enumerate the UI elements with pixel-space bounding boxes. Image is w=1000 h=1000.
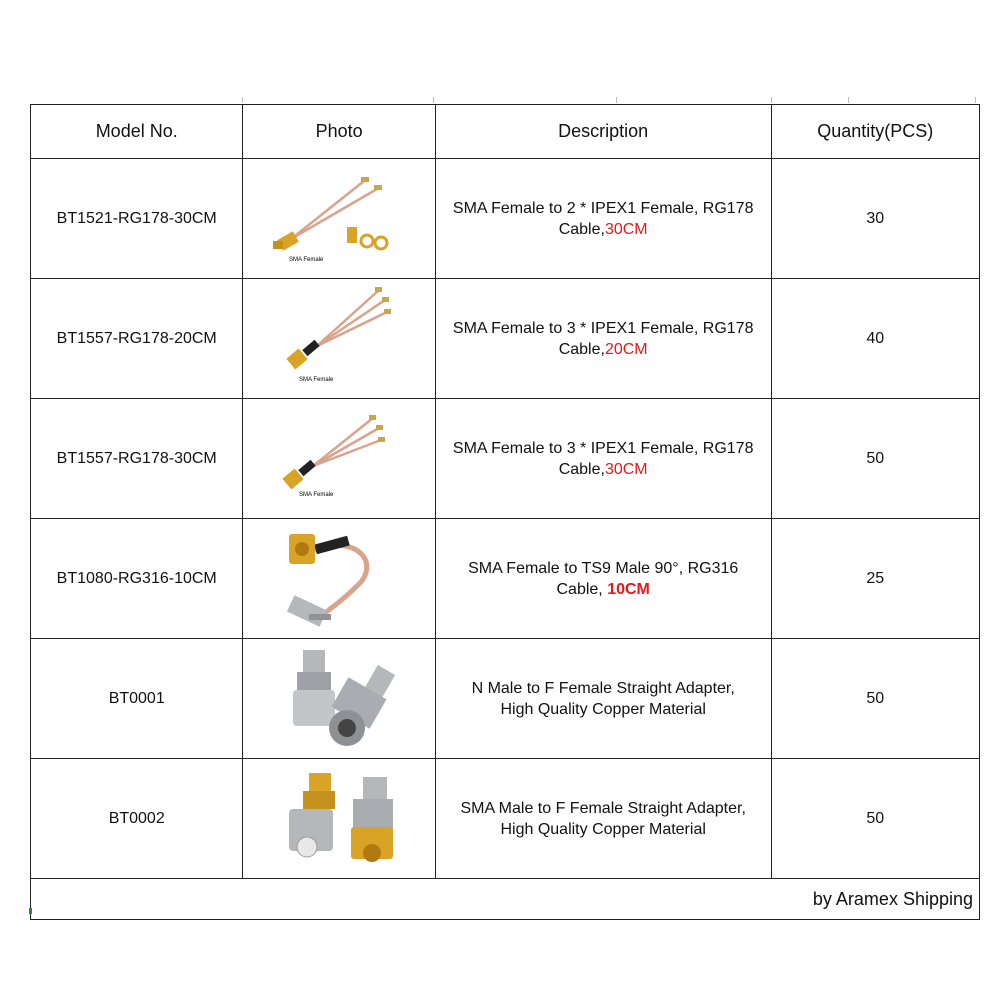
table-row <box>31 639 980 759</box>
description-cell <box>435 759 771 879</box>
sma-female-to-3-ipex1-cable-photo <box>269 406 409 511</box>
description-text: SMA Female to 2 * IPEX1 Female, RG178 Cable, <box>452 199 754 238</box>
description-text: SMA Female to TS9 Male 90°, RG316 Cable, <box>468 559 739 598</box>
quantity-cell: 50 <box>771 639 979 759</box>
header-row <box>31 105 980 159</box>
cable-length: 30CM <box>604 220 648 238</box>
description-line-2: High Quality Copper Material <box>500 700 706 718</box>
header-model: Model No. <box>31 105 243 159</box>
header-quantity: Quantity(PCS) <box>771 105 979 159</box>
header-description: Description <box>435 105 771 159</box>
footer-row <box>31 879 980 920</box>
quantity-cell: 40 <box>771 279 979 399</box>
photo-caption: SMA Female <box>299 377 334 383</box>
cable-length: 30CM <box>604 460 648 478</box>
product-table-sheet <box>30 104 980 920</box>
photo-cell <box>243 279 435 399</box>
table-row <box>31 279 980 399</box>
description-cell <box>435 519 771 639</box>
table-row <box>31 519 980 639</box>
model-cell: BT1557-RG178-30CM <box>31 399 243 519</box>
description-cell <box>435 399 771 519</box>
header-photo: Photo <box>243 105 435 159</box>
photo-cell <box>243 159 435 279</box>
cable-length: 10CM <box>607 580 650 598</box>
photo-caption: SMA Female <box>289 256 324 263</box>
photo-cell <box>243 639 435 759</box>
product-table <box>30 104 980 920</box>
cell-marker <box>29 908 32 914</box>
model-cell: BT1557-RG178-20CM <box>31 279 243 399</box>
model-cell: BT0001 <box>31 639 243 759</box>
shipping-note: by Aramex Shipping <box>31 879 980 920</box>
description-cell <box>435 159 771 279</box>
description-line-1: SMA Male to F Female Straight Adapter, <box>460 799 746 817</box>
sma-female-to-ts9-cable-photo <box>269 524 409 634</box>
description-line-1: N Male to F Female Straight Adapter, <box>471 679 735 697</box>
description-line-2: High Quality Copper Material <box>500 820 706 838</box>
photo-caption: SMA Female <box>299 492 334 498</box>
description-text: SMA Female to 3 * IPEX1 Female, RG178 Cable, <box>452 319 754 358</box>
model-cell: BT0002 <box>31 759 243 879</box>
photo-cell <box>243 519 435 639</box>
table-row <box>31 399 980 519</box>
table-row <box>31 159 980 279</box>
cable-length: 20CM <box>604 340 648 358</box>
model-cell: BT1521-RG178-30CM <box>31 159 243 279</box>
photo-cell <box>243 399 435 519</box>
description-cell <box>435 279 771 399</box>
model-cell: BT1080-RG316-10CM <box>31 519 243 639</box>
table-row <box>31 759 980 879</box>
n-male-to-f-female-adapter-photo <box>269 646 409 751</box>
photo-cell <box>243 759 435 879</box>
sma-female-to-2-ipex1-cable-photo <box>269 169 409 269</box>
quantity-cell: 50 <box>771 399 979 519</box>
sma-female-to-3-ipex1-cable-photo <box>269 286 409 391</box>
quantity-cell: 30 <box>771 159 979 279</box>
description-cell <box>435 639 771 759</box>
quantity-cell: 50 <box>771 759 979 879</box>
sma-male-to-f-female-adapter-photo <box>269 769 409 869</box>
description-text: SMA Female to 3 * IPEX1 Female, RG178 Cable, <box>452 439 754 478</box>
quantity-cell: 25 <box>771 519 979 639</box>
